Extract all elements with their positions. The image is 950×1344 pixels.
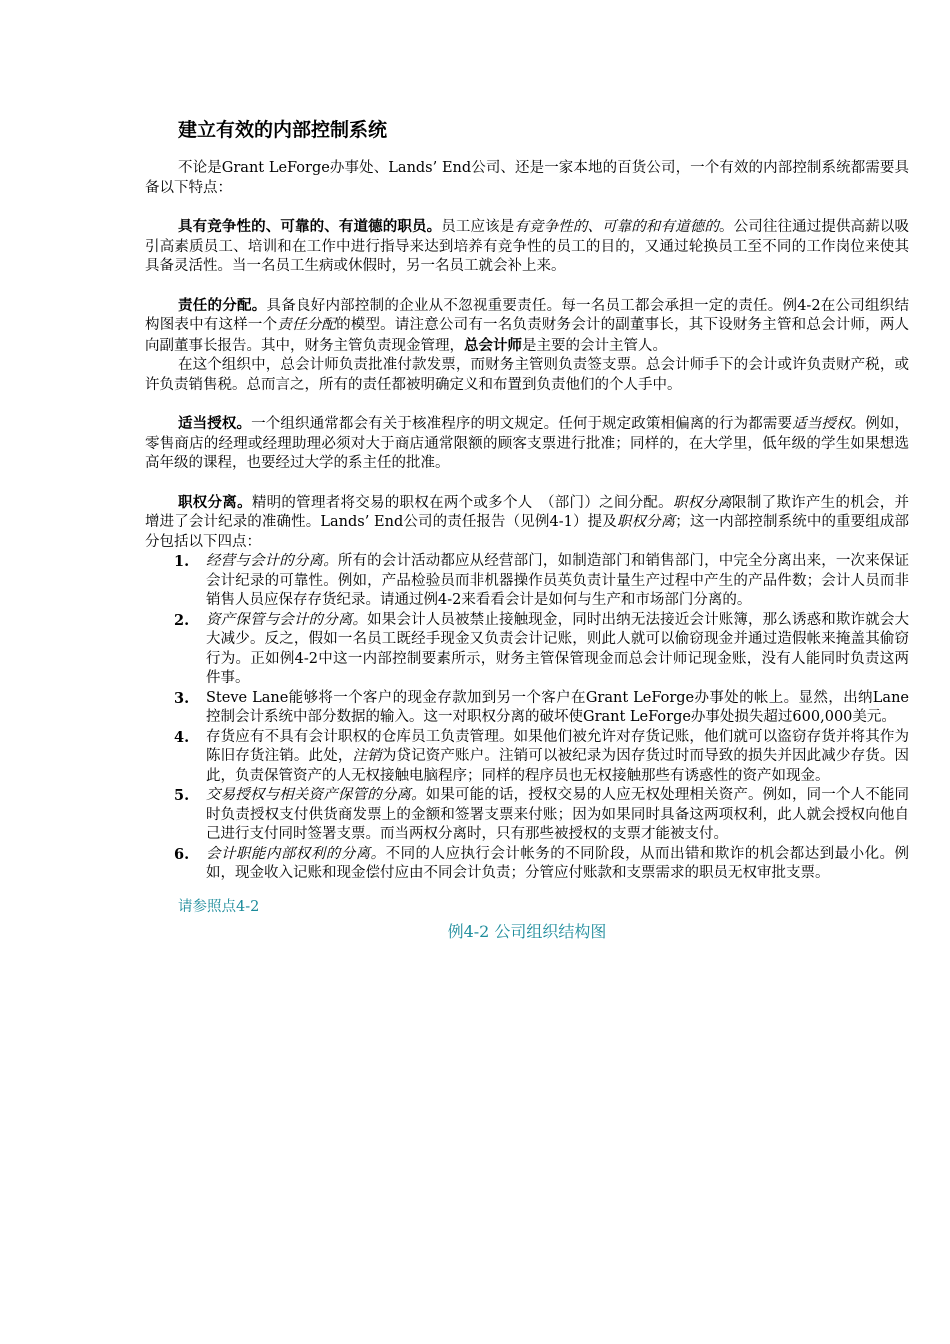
section-separation-of-duties: 职权分离。精明的管理者将交易的职权在两个或多个人 （部门）之间分配。职权分离限制了欺诈产生的机会，并增进了会计纪录的准确性。Lands’ End公司的责任报告（见例4-1）提及职权分离；这一内部控制系统中的重要组成部分包括以下四点： xyxy=(145,493,910,550)
section-responsibility-paragraph-2: 在这个组织中，总会计师负责批准付款发票，而财务主管则负责签支票。总会计师手下的会计或许负责财产税，或许负责销售税。总而言之，所有的责任都被明确定义和布置到负责他们的个人手中。 xyxy=(145,357,909,393)
item-title: 资产保管与会计的分离。 xyxy=(206,611,368,628)
item-title: 经营与会计的分离。 xyxy=(206,553,338,569)
list-item: 4. 存货应有不具有会计职权的仓库员工负责管理。如果他们被允许对存货记账，他们就可以盗窃存货并将其作为陈旧存货注销。此处，注销为贷记资产账户。注销可以被纪录为因存货过时而导致的损失并因此减少存货。因此，负责保管资产的人无权接触电脑程序；同样的程序员也无权接触那些有诱惑性的资产如现金。 xyxy=(174,728,910,784)
list-number: 6. xyxy=(174,845,190,863)
bold-term: 总会计师 xyxy=(464,336,522,354)
section-heading: 适当授权。 xyxy=(178,415,252,432)
list-item: 1. 经营与会计的分离。所有的会计活动都应从经营部门，如制造部门和销售部门，中完全分离出来，一次来保证会计纪录的可靠性。例如，产品检验员而非机器操作员英负责计量生产过程中产生的产品件数；会计人员而非销售人员应保存存货纪录。请通过例4-2来看看会计是如何与生产和市场部门分离的。 xyxy=(174,553,909,608)
section-heading: 具有竞争性的、可靠的、有道德的职员。 xyxy=(178,218,442,235)
emphasis-text: 职权分离 xyxy=(616,514,676,530)
list-number: 3. xyxy=(174,689,190,707)
list-item: 6. 会计职能内部权利的分离。不同的人应执行会计帐务的不同阶段，从而出错和欺诈的机会都达到最小化。例如，现金收入记账和现金偿付应由不同会计负责；分管应付账款和支票需求的职员无权审批支票。 xyxy=(174,845,909,881)
section-competent-staff: 具有竞争性的、可靠的、有道德的职员。员工应该是有竞争性的、可靠的和有道德的。公司往往通过提供高薪以吸引高素质员工、培训和在工作中进行指导来达到培养有竞争性的员工的目的，又通过轮换员工至不同的工作岗位来使其具备灵活性。当一名员工生病或休假时，另一名员工就会补上来。 xyxy=(145,218,910,274)
document-title: 建立有效的内部控制系统 xyxy=(178,119,388,141)
list-number: 2. xyxy=(174,611,190,629)
list-number: 5. xyxy=(174,787,190,804)
document-body xyxy=(145,117,909,943)
emphasis-text: 适当授权 xyxy=(792,416,851,432)
emphasis-text: 注销 xyxy=(352,748,382,764)
item-title: 会计职能内部权利的分离。 xyxy=(206,845,386,862)
section-authorization: 适当授权。一个组织通常都会有关于核准程序的明文规定。任何于规定政策相偏离的行为都需要适当授权。例如，零售商店的经理或经理助理必须对大于商店通常限额的顾客支票进行批准；同样的，在大学里，低年级的学生如果想选高年级的课程，也要经过大学的系主任的批准。 xyxy=(145,415,910,471)
intro-paragraph: 不论是Grant LeForge办事处、Lands’ End公司、还是一家本地的百货公司，一个有效的内部控制系统都需要具备以下特点： xyxy=(145,160,909,196)
list-item: 5. 交易授权与相关资产保管的分离。如果可能的话，授权交易的人应无权处理相关资产。例如，同一个人不能同时负责授权支付供货商发票上的金额和签署支票来付账；因为如果同时具备这两项权利，此人就会授权向他自己进行支付同时签署支票。而当两权分离时，只有那些被授权的支票才能被支付。 xyxy=(174,787,909,842)
emphasis-text: 有竞争性的、可靠的和有道德的 xyxy=(514,219,720,235)
section-heading: 职权分离。 xyxy=(178,493,252,511)
emphasis-text: 责任分配 xyxy=(277,317,337,333)
item-title: 交易授权与相关资产保管的分离。 xyxy=(206,787,426,803)
reference-link[interactable]: 请参照点4-2 xyxy=(178,898,260,915)
section-responsibility: 责任的分配。具备良好内部控制的企业从不忽视重要责任。每一名员工都会承担一定的责任。例4-2在公司组织结构图表中有这样一个责任分配的模型。请注意公司有一名负责财务会计的副董事长，其下设财务主管和总会计师，两人向副董事长报告。其中，财务主管负责现金管理，总会计师是主要的会计主管人。 xyxy=(145,296,910,354)
section-heading: 责任的分配。 xyxy=(178,296,267,314)
emphasis-text: 职权分离 xyxy=(672,494,733,511)
list-number: 4. xyxy=(174,728,190,746)
figure-caption: 例4-2 公司组织结构图 xyxy=(447,922,607,941)
list-item: 2. 资产保管与会计的分离。如果会计人员被禁止接触现金，同时出纳无法接近会计账簿，那么诱惑和欺诈就会大大减少。反之，假如一名员工既经手现金又负责会计记账，则此人就可以偷窃现金并通过造假帐来掩盖其偷窃行为。正如例4-2中这一内部控制要素所示，财务主管保管现金而总会计师记现金账，没有人能同时负责这两件事。 xyxy=(174,611,909,686)
list-number: 1. xyxy=(174,553,190,570)
list-item: 3. Steve Lane能够将一个客户的现金存款加到另一个客户在Grant LeForge办事处的帐上。显然，出纳Lane控制会计系统中部分数据的输入。这一对职权分离的破坏使Grant LeForge办事处损失超过600,000美元。 xyxy=(174,689,909,725)
separation-list xyxy=(145,552,909,884)
